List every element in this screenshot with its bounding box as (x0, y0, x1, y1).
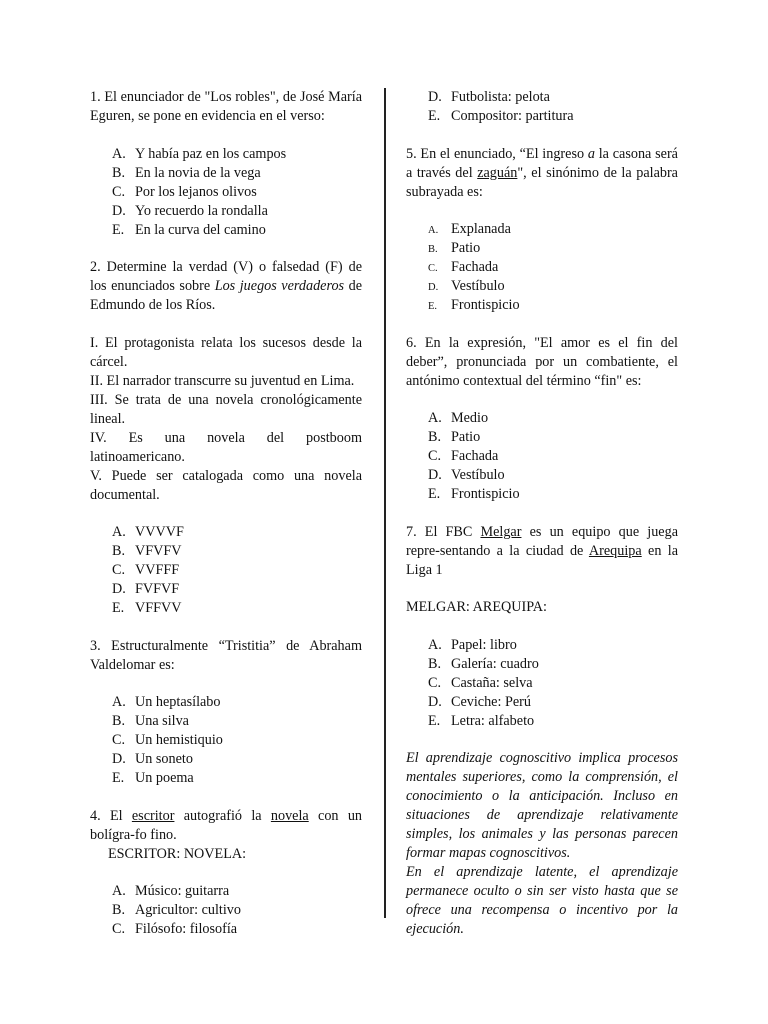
q6-option-d[interactable]: D. Vestíbulo (428, 467, 505, 483)
q2-option-b[interactable]: B. VFVFV (112, 543, 182, 559)
q6-options (406, 409, 678, 504)
q2-statement-3: III. Se trata de una novela cronológicamente lineal. (90, 391, 362, 427)
q3-options (90, 693, 362, 788)
q4-underlined-novel: novela (270, 807, 309, 824)
q1-option-a[interactable]: A. Y había paz en los campos (112, 145, 287, 162)
q4-option-d[interactable]: D. Futbolista: pelota (428, 89, 550, 105)
q5-option-a[interactable]: A. Explanada (428, 221, 511, 237)
q4-pair: ESCRITOR: NOVELA: (108, 845, 247, 862)
q2-statement-1: I. El protagonista relata los sucesos desde la cárcel. (90, 334, 362, 370)
q7-underlined-city: Arequipa (588, 542, 642, 559)
q5-options (406, 220, 678, 315)
q5-underlined-word: zaguán (477, 164, 518, 181)
q2-statement-2: II. El narrador transcurre su juventud en Lima. (90, 372, 355, 389)
q3-option-b[interactable]: B. Una silva (112, 713, 189, 729)
q1-option-c[interactable]: C. Por los lejanos olivos (112, 183, 257, 200)
q2-option-e[interactable]: E. VFFVV (112, 600, 182, 616)
left-column (90, 88, 362, 939)
q5-option-c[interactable]: C. Fachada (428, 259, 499, 275)
reading-paragraph-1: El aprendizaje cognoscitivo implica procesos mentales superiores, como la comprensión, el conocimiento o la anticipación. Incluso en situaciones de aprendizaje relativamente simples, los animales y las personas parecen formar mapas cognoscitivos. (406, 750, 678, 861)
q6-option-c[interactable]: C. Fachada (428, 448, 499, 464)
reading-paragraph-2: En el aprendizaje latente, el aprendizaje permanece oculto o sin ser visto hasta que se ofrece una recompensa o incentivo por la ejecución. (406, 864, 678, 937)
q3-option-e[interactable]: E. Un poema (112, 770, 194, 786)
column-divider (384, 88, 386, 918)
q6-option-e[interactable]: E. Frontispicio (428, 486, 520, 502)
q4-option-e[interactable]: E. Compositor: partitura (428, 108, 574, 124)
q7-pair: MELGAR: AREQUIPA: (406, 599, 547, 615)
q5-stem: 5. En el enunciado, “El ingreso a la casona será a través del zaguán", el sinónimo de la palabra subrayada es: (406, 145, 678, 200)
q7-option-c[interactable]: C. Castaña: selva (428, 674, 533, 691)
q7-options (406, 636, 678, 731)
q5-option-d[interactable]: D. Vestíbulo (428, 278, 505, 294)
q3-stem: 3. Estructuralmente “Tristitia” de Abraham Valdelomar es: (90, 637, 362, 673)
right-column (406, 88, 678, 939)
q7-underlined-team: Melgar (480, 523, 522, 540)
q5-option-e[interactable]: E. Frontispicio (428, 297, 520, 313)
q1-stem: 1. El enunciador de "Los robles", de José María Eguren, se pone en evidencia en el verso: (90, 89, 362, 124)
q7-stem: 7. El FBC Melgar es un equipo que juega repre-sentando a la ciudad de Arequipa en la Liga 1 (406, 523, 678, 578)
q1-option-d[interactable]: D. Yo recuerdo la rondalla (112, 202, 268, 219)
q2-option-a[interactable]: A. VVVVF (112, 524, 184, 540)
q7-option-d[interactable]: D. Ceviche: Perú (428, 693, 531, 710)
q4-stem: 4. El escritor autografió la novela con un bolígra-fo fino. (90, 807, 363, 843)
q7-option-a[interactable]: A. Papel: libro (428, 636, 517, 653)
q1-options (90, 145, 362, 240)
q6-option-a[interactable]: A. Medio (428, 410, 489, 426)
q4-option-c[interactable]: C. Filósofo: filosofía (112, 921, 238, 937)
q5-option-b[interactable]: B. Patio (428, 240, 481, 256)
q4-option-a[interactable]: A. Músico: guitarra (112, 883, 230, 899)
q6-stem: 6. En la expresión, "El amor es el fin del deber”, pronunciada por un combatiente, el antónimo contextual del término “fin" es: (406, 334, 678, 389)
q3-option-c[interactable]: C. Un hemistiquio (112, 732, 223, 748)
q7-option-e[interactable]: E. Letra: alfabeto (428, 712, 535, 729)
q2-stem: 2. Determine la verdad (V) o falsedad (F) de los enunciados sobre Los juegos verdaderos de Edmundo de los Ríos. (90, 259, 363, 313)
reading-passage (406, 749, 678, 939)
q2-statement-4: IV. Es una novela del postboom latinoamericano. (90, 429, 362, 465)
q4-underlined-writer: escritor (131, 807, 175, 824)
q6-option-b[interactable]: B. Patio (428, 429, 481, 445)
q4-option-b[interactable]: B. Agricultor: cultivo (112, 902, 241, 918)
q4-options-left (90, 882, 362, 939)
q7-option-b[interactable]: B. Galería: cuadro (428, 655, 539, 672)
q1-option-e[interactable]: E. En la curva del camino (112, 221, 266, 238)
q4-options-right (406, 88, 678, 126)
q3-option-d[interactable]: D. Un soneto (112, 751, 193, 767)
q3-option-a[interactable]: A. Un heptasílabo (112, 694, 221, 710)
q2-option-d[interactable]: D. FVFVF (112, 581, 180, 597)
q2-option-c[interactable]: C. VVFFF (112, 562, 180, 578)
q1-option-b[interactable]: B. En la novia de la vega (112, 164, 261, 181)
q2-book-title: Los juegos verdaderos (214, 278, 345, 294)
q2-statement-5: V. Puede ser catalogada como una novela documental. (90, 467, 362, 503)
q2-options (90, 523, 362, 618)
